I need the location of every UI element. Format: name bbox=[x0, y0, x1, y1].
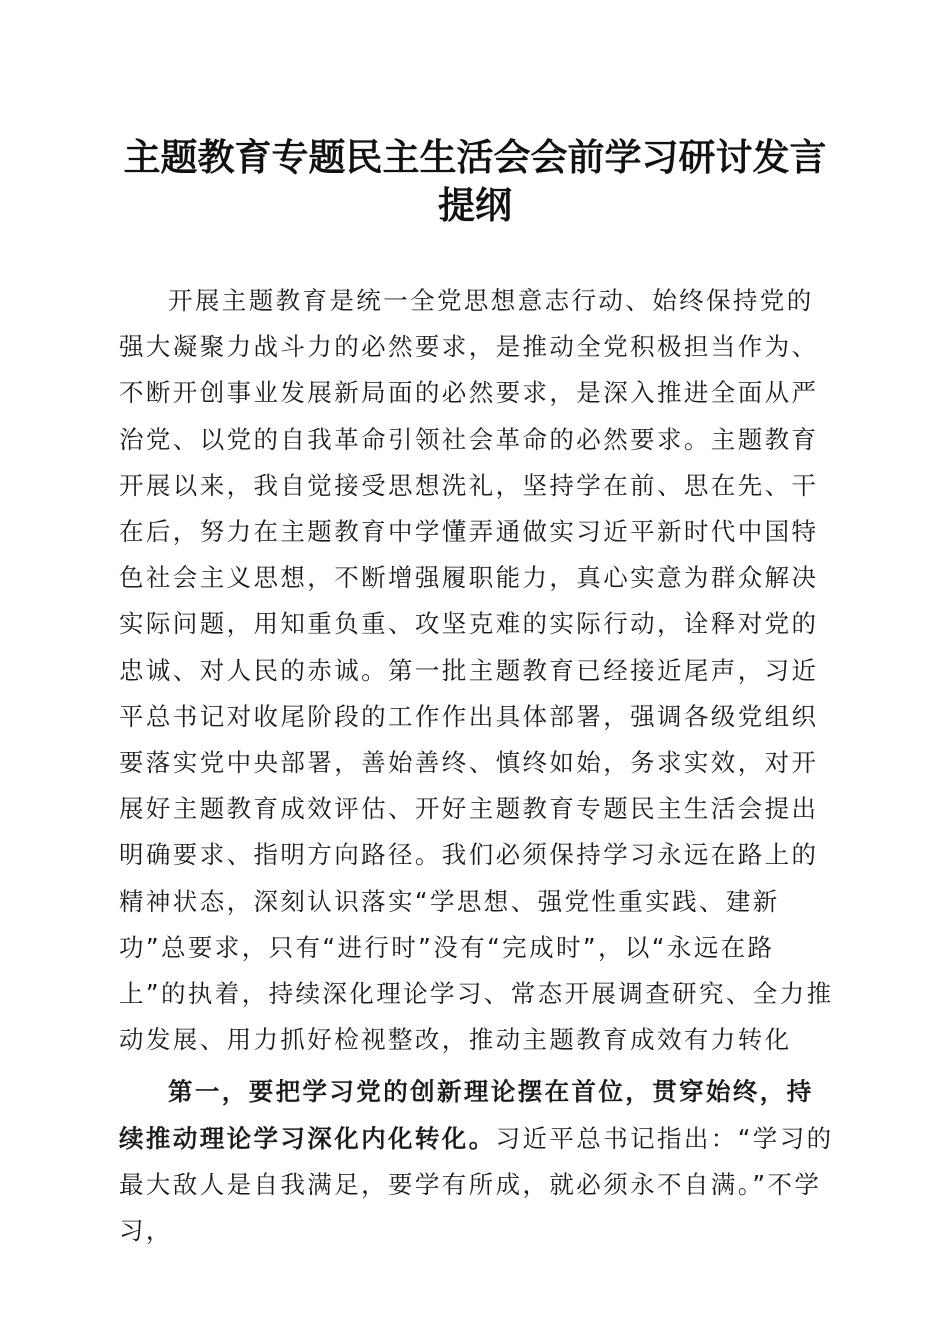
section-one-text: 习近平总书记指出：“学习的最大敌人是自我满足，要学有所成，就必须永不自满。”不学习， bbox=[119, 1123, 834, 1246]
document-body bbox=[119, 278, 834, 1254]
section-one-paragraph bbox=[119, 1069, 834, 1254]
intro-paragraph: 开展主题教育是统一全党思想意志行动、始终保持党的强大凝聚力战斗力的必然要求，是推动全党积极担当作为、不断开创事业发展新局面的必然要求，是深入推进全面从严治党、以党的自我革命引领社会革命的必然要求。主题教育开展以来，我自觉接受思想洗礼，坚持学在前、思在先、干在后，努力在主题教育中学懂弄通做实习近平新时代中国特色社会主义思想，不断增强履职能力，真心实意为群众解决实际问题，用知重负重、攻坚克难的实际行动，诠释对党的忠诚、对人民的赤诚。第一批主题教育已经接近尾声，习近平总书记对收尾阶段的工作作出具体部署，强调各级党组织要落实党中央部署，善始善终、慎终如始，务求实效，对开展好主题教育成效评估、开好主题教育专题民主生活会提出明确要求、指明方向路径。我们必须保持学习永远在路上的精神状态，深刻认识落实“学思想、强党性重实践、建新功”总要求，只有“进行时”没有“完成时”，以“永远在路上”的执着，持续深化理论学习、常态开展调查研究、全力推动发展、用力抓好检视整改，推动主题教育成效有力转化 bbox=[119, 286, 834, 1055]
section-one-heading: 第一，要把学习党的创新理论摆在首位，贯穿始终，持续推动理论学习深化内化转化。 bbox=[119, 1077, 814, 1153]
document-title: 主题教育专题民主生活会会前学习研讨发言提纲 bbox=[123, 135, 827, 227]
